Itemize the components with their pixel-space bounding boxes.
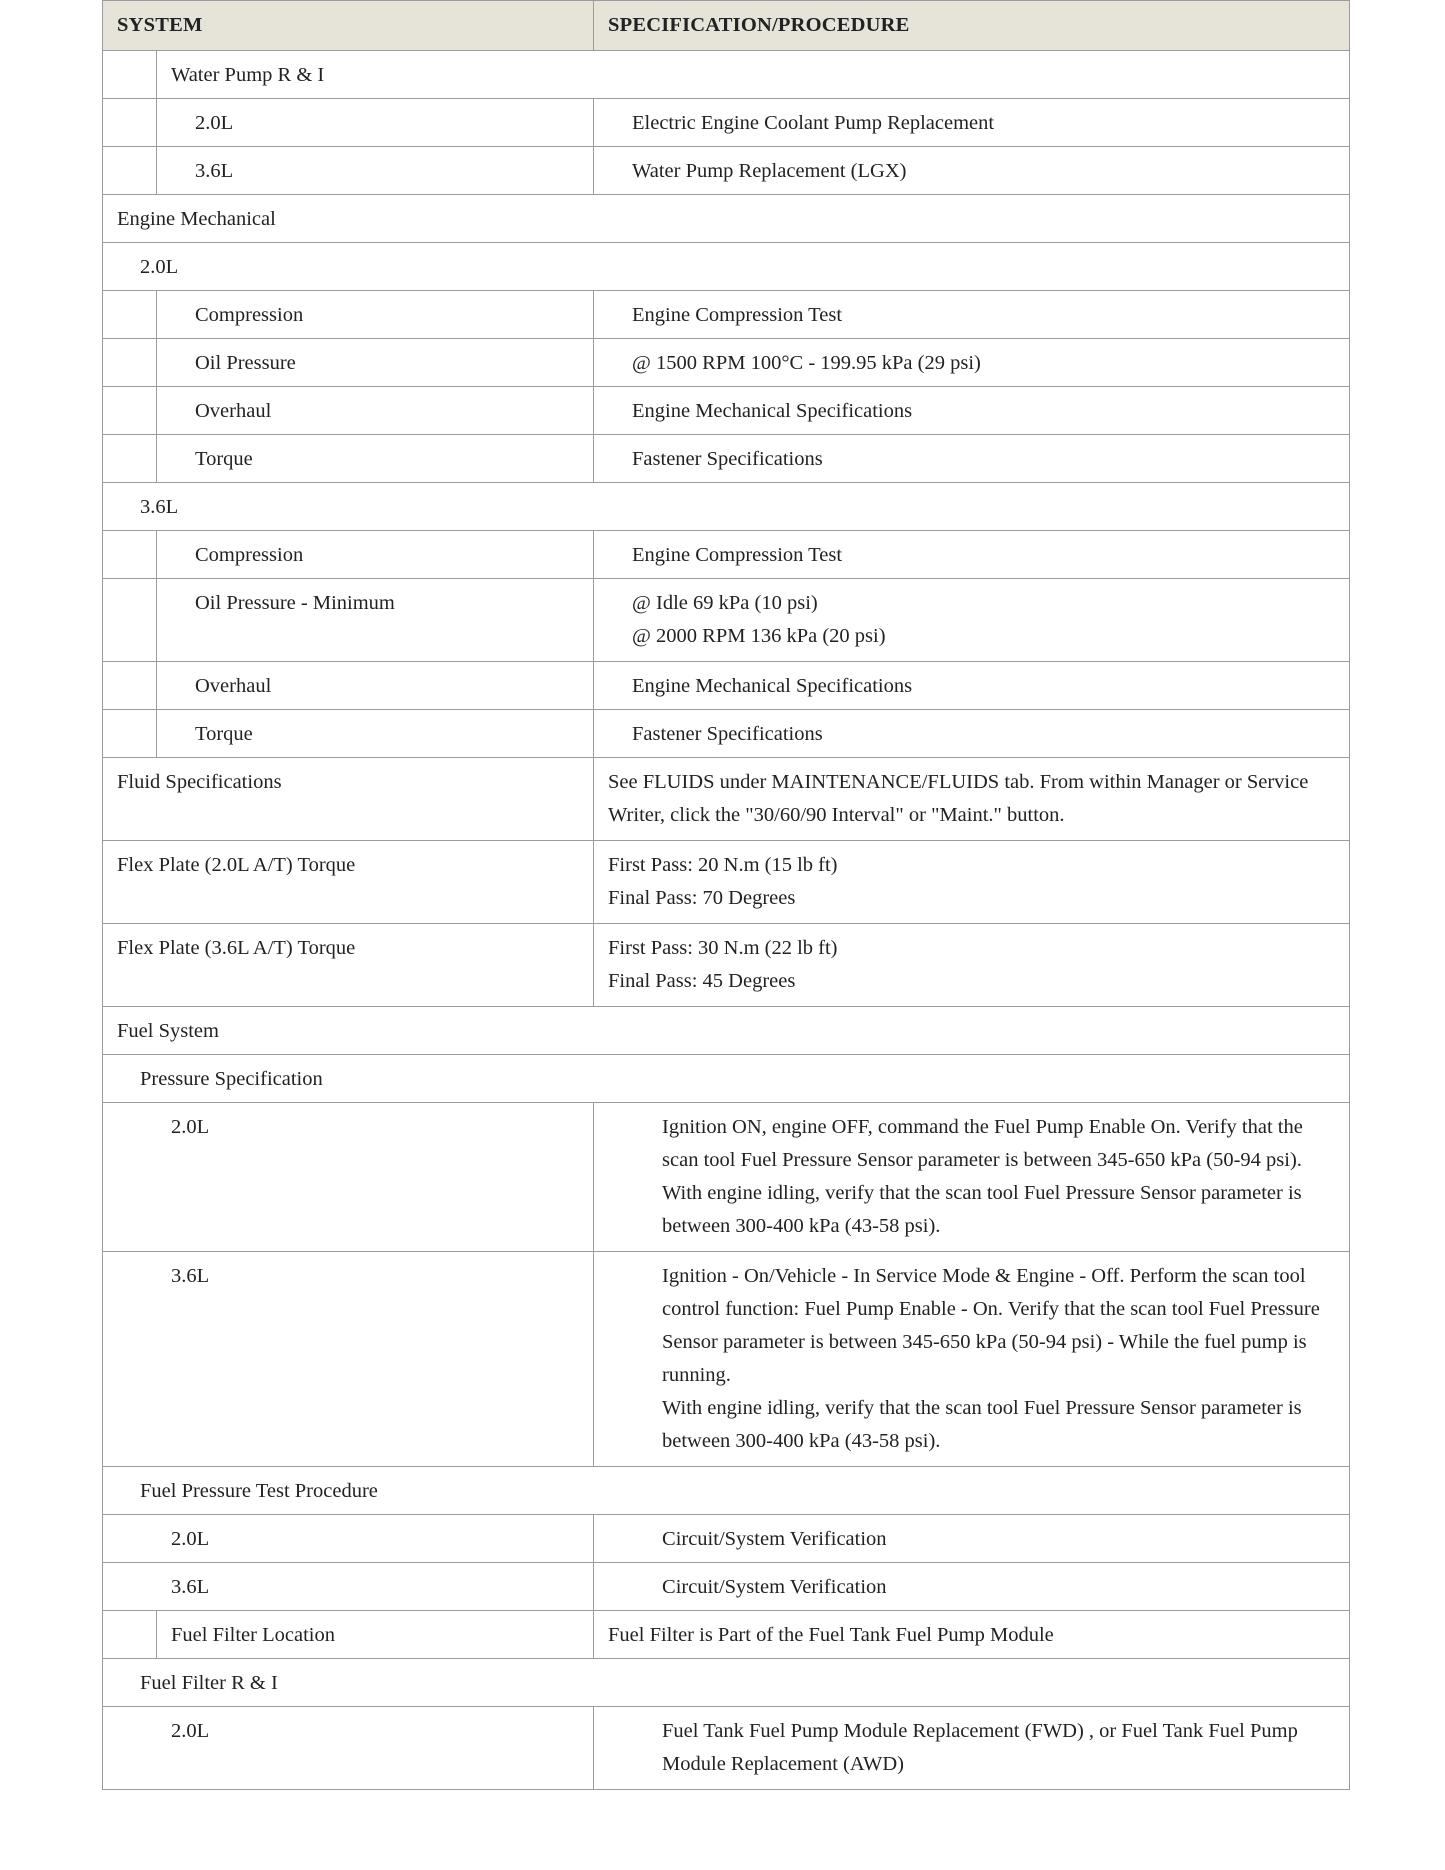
subsection-heading: Fuel Pressure Test Procedure — [103, 1467, 1350, 1515]
table-row — [103, 1055, 1350, 1103]
table-row — [103, 435, 1350, 483]
row-value: Fastener Specifications — [594, 435, 1350, 483]
row-label: Overhaul — [157, 662, 594, 710]
row-value: Fuel Filter is Part of the Fuel Tank Fuel Pump Module — [594, 1611, 1350, 1659]
table-row — [103, 195, 1350, 243]
table-row — [103, 710, 1350, 758]
row-label: 2.0L — [103, 1103, 594, 1252]
subsection-heading: Fuel Filter R & I — [103, 1659, 1350, 1707]
row-value: @ 1500 RPM 100°C - 199.95 kPa (29 psi) — [594, 339, 1350, 387]
table-row — [103, 1103, 1350, 1252]
row-value-line: Final Pass: 45 Degrees — [608, 970, 796, 992]
table-row — [103, 1707, 1350, 1790]
subsection-heading: Pressure Specification — [103, 1055, 1350, 1103]
row-label: Flex Plate (3.6L A/T) Torque — [103, 924, 594, 1007]
row-label: Torque — [157, 435, 594, 483]
table-row — [103, 1252, 1350, 1467]
table-row — [103, 51, 1350, 99]
row-label: Fluid Specifications — [103, 758, 594, 841]
table-row — [103, 1007, 1350, 1055]
row-value-line: @ Idle 69 kPa (10 psi) — [632, 592, 818, 614]
row-label: Compression — [157, 531, 594, 579]
row-value: Engine Mechanical Specifications — [594, 387, 1350, 435]
table-row — [103, 662, 1350, 710]
row-value: Ignition ON, engine OFF, command the Fuel Pump Enable On. Verify that the scan tool Fuel Pressure Sensor parameter is between 345-650 kPa (50-94 psi). With engine idling, verify that the scan tool Fuel Pressure Sensor parameter is between 300-400 kPa (43-58 psi). — [594, 1103, 1350, 1252]
row-value: Fastener Specifications — [594, 710, 1350, 758]
table-header-row — [103, 1, 1350, 51]
row-value — [594, 579, 1350, 662]
table-row — [103, 579, 1350, 662]
table-row — [103, 147, 1350, 195]
table-row — [103, 1467, 1350, 1515]
table-row — [103, 243, 1350, 291]
row-value: Circuit/System Verification — [594, 1563, 1350, 1611]
table-row — [103, 924, 1350, 1007]
row-value: Water Pump Replacement (LGX) — [594, 147, 1350, 195]
table-row — [103, 1515, 1350, 1563]
row-value-line: Final Pass: 70 Degrees — [608, 887, 796, 909]
table-row — [103, 387, 1350, 435]
row-value-line: First Pass: 30 N.m (22 lb ft) — [608, 937, 838, 959]
header-system: SYSTEM — [103, 1, 594, 51]
row-value: Electric Engine Coolant Pump Replacement — [594, 99, 1350, 147]
table-row — [103, 531, 1350, 579]
table-row — [103, 1563, 1350, 1611]
table-row — [103, 758, 1350, 841]
table-row — [103, 1659, 1350, 1707]
row-label: Fuel Filter Location — [157, 1611, 594, 1659]
table-row — [103, 841, 1350, 924]
row-label: 3.6L — [103, 1563, 594, 1611]
row-label: 2.0L — [103, 1707, 594, 1790]
row-value — [594, 1252, 1350, 1467]
row-value: Fuel Tank Fuel Pump Module Replacement (FWD) , or Fuel Tank Fuel Pump Module Replacement (AWD) — [594, 1707, 1350, 1790]
row-value: Circuit/System Verification — [594, 1515, 1350, 1563]
row-label: Compression — [157, 291, 594, 339]
row-value — [594, 841, 1350, 924]
row-label: Overhaul — [157, 387, 594, 435]
row-value-line: Ignition - On/Vehicle - In Service Mode & Engine - Off. Perform the scan tool control function: Fuel Pump Enable - On. Verify that the scan tool Fuel Pressure Sensor parameter is between 345-650 kPa (50-94 psi) - While the fuel pump is running. — [662, 1265, 1320, 1386]
row-value: Engine Compression Test — [594, 291, 1350, 339]
table-row — [103, 1611, 1350, 1659]
row-label: Oil Pressure — [157, 339, 594, 387]
row-value-line: @ 2000 RPM 136 kPa (20 psi) — [632, 625, 886, 647]
header-spec: SPECIFICATION/PROCEDURE — [594, 1, 1350, 51]
subsection-heading: 3.6L — [103, 483, 1350, 531]
row-label: Flex Plate (2.0L A/T) Torque — [103, 841, 594, 924]
table-row — [103, 291, 1350, 339]
row-value: Engine Compression Test — [594, 531, 1350, 579]
table-row — [103, 339, 1350, 387]
row-value: See FLUIDS under MAINTENANCE/FLUIDS tab. From within Manager or Service Writer, click the "30/60/90 Interval" or "Maint." button. — [594, 758, 1350, 841]
section-heading: Fuel System — [103, 1007, 1350, 1055]
table-row — [103, 483, 1350, 531]
row-value — [594, 924, 1350, 1007]
row-label: Water Pump R & I — [157, 51, 1350, 99]
row-value-line: With engine idling, verify that the scan tool Fuel Pressure Sensor parameter is between 300-400 kPa (43-58 psi). — [662, 1397, 1302, 1452]
row-label: Torque — [157, 710, 594, 758]
section-heading: Engine Mechanical — [103, 195, 1350, 243]
row-value-line: First Pass: 20 N.m (15 lb ft) — [608, 854, 838, 876]
row-label: 2.0L — [157, 99, 594, 147]
specification-table — [102, 0, 1350, 1790]
row-label: 3.6L — [157, 147, 594, 195]
row-label: 2.0L — [103, 1515, 594, 1563]
row-label: 3.6L — [103, 1252, 594, 1467]
table-row — [103, 99, 1350, 147]
subsection-heading: 2.0L — [103, 243, 1350, 291]
row-value: Engine Mechanical Specifications — [594, 662, 1350, 710]
row-label: Oil Pressure - Minimum — [157, 579, 594, 662]
